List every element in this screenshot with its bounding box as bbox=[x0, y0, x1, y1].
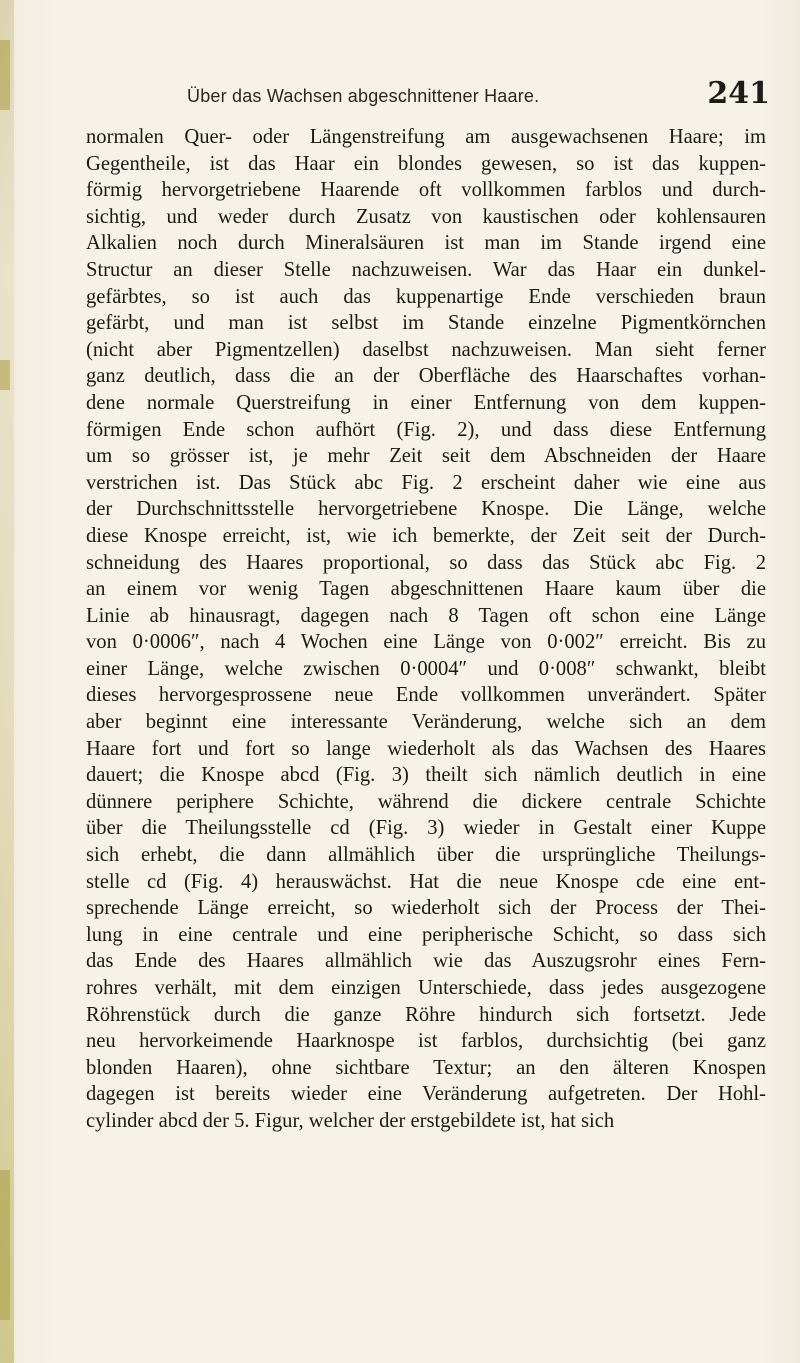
text-line: dünnere periphere Schichte, während die dickere centrale Schichte bbox=[86, 790, 766, 813]
text-line: Haare fort und fort so lange wiederholt als das Wachsen des Haares bbox=[86, 737, 766, 760]
text-line: ganz deutlich, dass die an der Oberfläche des Haarschaftes vorhan- bbox=[86, 365, 766, 388]
text-line: lung in eine centrale und eine peripherische Schicht, so dass sich bbox=[86, 923, 766, 946]
body-text bbox=[86, 124, 766, 1135]
page-spine-edge bbox=[0, 0, 14, 1363]
spine-stain bbox=[0, 360, 10, 390]
text-line: diese Knospe erreicht, ist, wie ich bemerkte, der Zeit seit der Durch- bbox=[86, 524, 766, 547]
page-number: 241 bbox=[707, 76, 770, 111]
text-line: förmig hervorgetriebene Haarende oft vollkommen farblos und durch- bbox=[86, 179, 766, 202]
text-line: förmigen Ende schon aufhört (Fig. 2), und dass diese Entfernung bbox=[86, 418, 766, 441]
text-line: um so grösser ist, je mehr Zeit seit dem Abschneiden der Haare bbox=[86, 445, 766, 468]
text-line: Röhrenstück durch die ganze Röhre hindurch sich fortsetzt. Jede bbox=[86, 1003, 766, 1026]
text-line: von 0·0006″, nach 4 Wochen eine Länge von 0·002″ erreicht. Bis zu bbox=[86, 631, 766, 654]
text-line: Structur an dieser Stelle nachzuweisen. War das Haar ein dunkel- bbox=[86, 258, 766, 281]
text-line: schneidung des Haares proportional, so dass das Stück abc Fig. 2 bbox=[86, 551, 766, 574]
spine-stain bbox=[0, 1170, 10, 1320]
text-line: dagegen ist bereits wieder eine Veränderung aufgetreten. Der Hohl- bbox=[86, 1083, 766, 1106]
text-line: das Ende des Haares allmählich wie das Auszugsrohr eines Fern- bbox=[86, 950, 766, 973]
text-line: aber beginnt eine interessante Veränderung, welche sich an dem bbox=[86, 711, 766, 734]
text-line: über die Theilungsstelle cd (Fig. 3) wieder in Gestalt einer Kuppe bbox=[86, 817, 766, 840]
text-line: neu hervorkeimende Haarknospe ist farblos, durchsichtig (bei ganz bbox=[86, 1030, 766, 1053]
text-line: Linie ab hinausragt, dagegen nach 8 Tagen oft schon eine Länge bbox=[86, 604, 766, 627]
text-line: der Durchschnittsstelle hervorgetriebene Knospe. Die Länge, welche bbox=[86, 498, 766, 521]
text-line: sich erhebt, die dann allmählich über die ursprüngliche Theilungs- bbox=[86, 844, 766, 867]
text-line: dauert; die Knospe abcd (Fig. 3) theilt sich nämlich deutlich in eine bbox=[86, 764, 766, 787]
text-line: verstrichen ist. Das Stück abc Fig. 2 erscheint daher wie eine aus bbox=[86, 471, 766, 494]
text-line: stelle cd (Fig. 4) herauswächst. Hat die neue Knospe cde eine ent- bbox=[86, 870, 766, 893]
text-line: gefärbt, und man ist selbst im Stande einzelne Pigmentkörnchen bbox=[86, 312, 766, 335]
text-line: Gegentheile, ist das Haar ein blondes gewesen, so ist das kuppen- bbox=[86, 152, 766, 175]
text-line: normalen Quer- oder Längenstreifung am ausgewachsenen Haare; im bbox=[86, 126, 766, 148]
spine-stain bbox=[0, 40, 10, 110]
text-line: gefärbtes, so ist auch das kuppenartige Ende verschieden braun bbox=[86, 285, 766, 308]
text-line: dene normale Querstreifung in einer Entfernung von dem kuppen- bbox=[86, 391, 766, 414]
text-line: sichtig, und weder durch Zusatz von kaustischen oder kohlensauren bbox=[86, 205, 766, 228]
text-line: sprechende Länge erreicht, so wiederholt sich der Process der Thei- bbox=[86, 897, 766, 920]
text-line: an einem vor wenig Tagen abgeschnittenen Haare kaum über die bbox=[86, 578, 766, 601]
text-line: einer Länge, welche zwischen 0·0004″ und 0·008″ schwankt, bleibt bbox=[86, 657, 766, 680]
text-line: rohres verhält, mit dem einzigen Unterschiede, dass jedes ausgezogene bbox=[86, 977, 766, 999]
text-line: dieses hervorgesprossene neue Ende vollkommen unverändert. Später bbox=[86, 684, 766, 707]
text-line: cylinder abcd der 5. Figur, welcher der erstgebildete ist, hat sich bbox=[86, 1109, 615, 1132]
text-line: Alkalien noch durch Mineralsäuren ist man im Stande irgend eine bbox=[86, 232, 766, 255]
page-header bbox=[72, 76, 784, 126]
text-line: blonden Haaren), ohne sichtbare Textur; an den älteren Knospen bbox=[86, 1056, 766, 1079]
running-title: Über das Wachsen abgeschnittener Haare. bbox=[187, 86, 540, 106]
text-line: (nicht aber Pigmentzellen) daselbst nachzuweisen. Man sieht ferner bbox=[86, 338, 766, 361]
